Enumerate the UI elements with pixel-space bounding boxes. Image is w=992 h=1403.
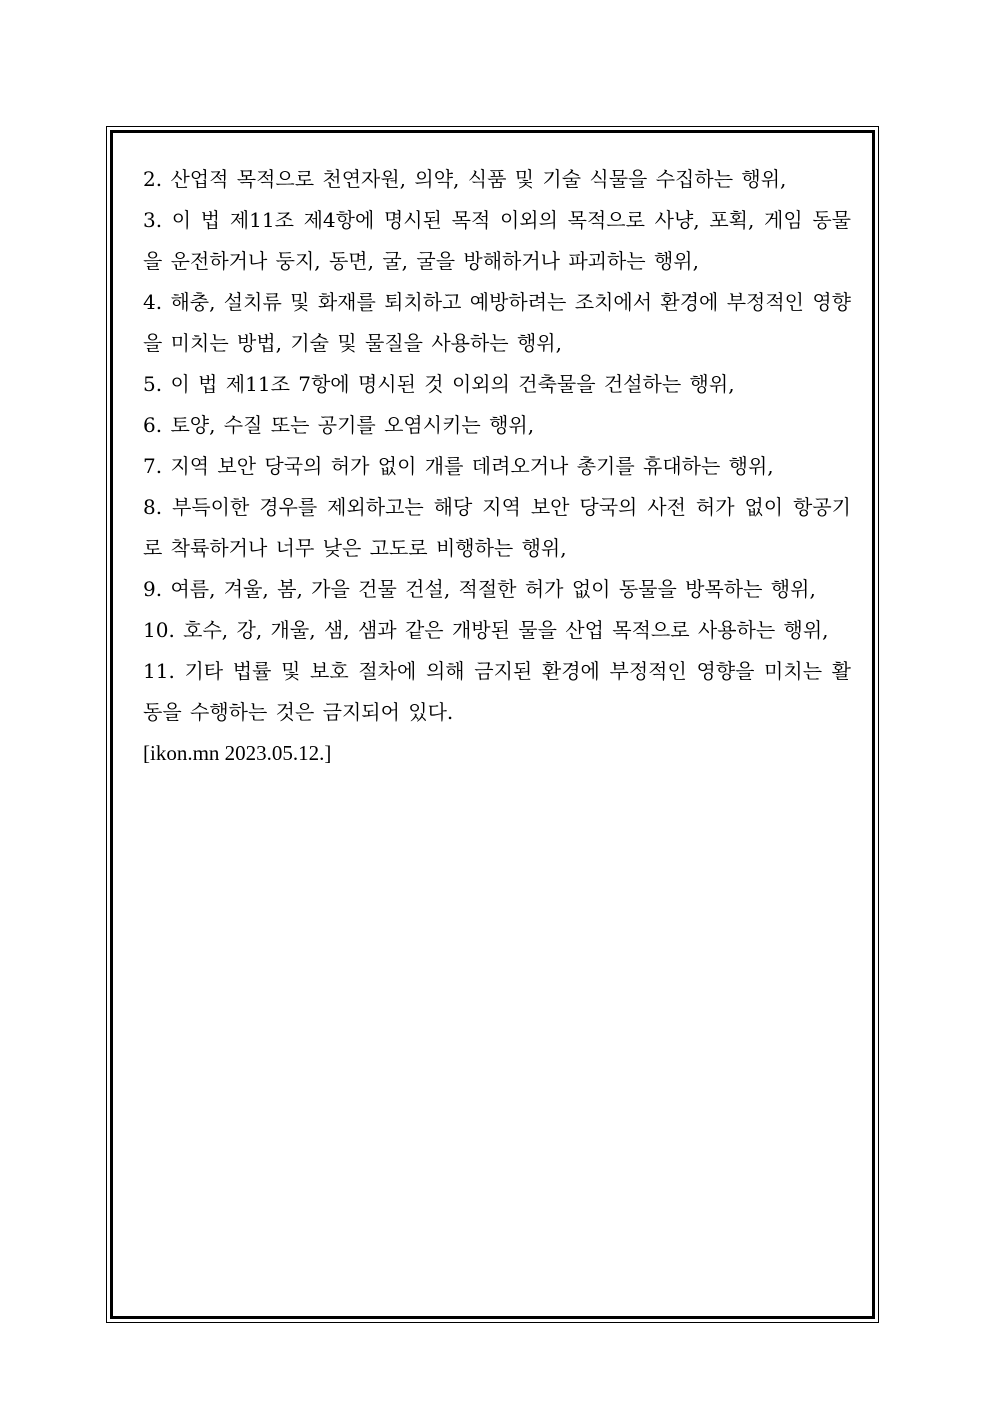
list-item: 9. 여름, 겨울, 봄, 가을 건물 건설, 적절한 허가 없이 동물을 방목하는 행위, [143, 577, 816, 601]
list-item: 8. 부득이한 경우를 제외하고는 해당 지역 보안 당국의 사전 허가 없이 항공기로 착륙하거나 너무 낮은 고도로 비행하는 행위, [143, 495, 851, 560]
list-item: 3. 이 법 제11조 제4항에 명시된 목적 이외의 목적으로 사냥, 포획, 게임 동물을 운전하거나 둥지, 동면, 굴, 굴을 방해하거나 파괴하는 행위, [143, 208, 851, 273]
list-item: 6. 토양, 수질 또는 공기를 오염시키는 행위, [143, 413, 535, 437]
document-body [143, 159, 851, 774]
list-item: 10. 호수, 강, 개울, 샘, 샘과 같은 개방된 물을 산업 목적으로 사용하는 행위, [143, 618, 829, 642]
source-citation: [ikon.mn 2023.05.12.] [143, 741, 332, 765]
list-item: 4. 해충, 설치류 및 화재를 퇴치하고 예방하려는 조치에서 환경에 부정적인 영향을 미치는 방법, 기술 및 물질을 사용하는 행위, [143, 290, 851, 355]
list-item: 5. 이 법 제11조 7항에 명시된 것 이외의 건축물을 건설하는 행위, [143, 372, 735, 396]
list-item: 2. 산업적 목적으로 천연자원, 의약, 식품 및 기술 식물을 수집하는 행위, [143, 167, 787, 191]
list-item: 7. 지역 보안 당국의 허가 없이 개를 데려오거나 총기를 휴대하는 행위, [143, 454, 774, 478]
list-item: 11. 기타 법률 및 보호 절차에 의해 금지된 환경에 부정적인 영향을 미치는 활동을 수행하는 것은 금지되어 있다. [143, 659, 851, 724]
